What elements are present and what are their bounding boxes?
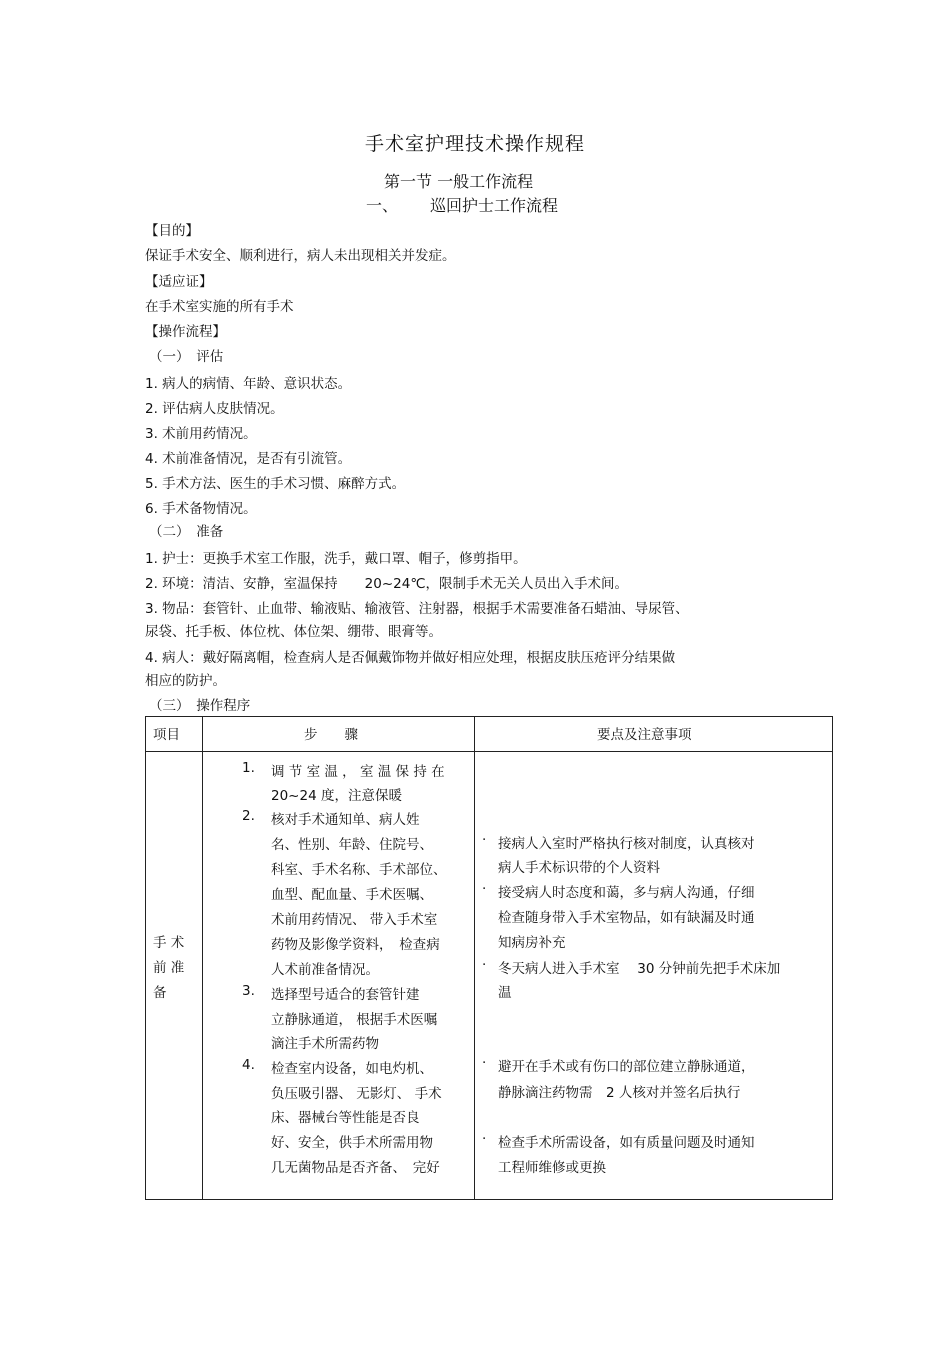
step-text: 检查室内设备，如电灼机、 <box>271 1061 433 1077</box>
preparation-item: 3. 物品：套管针、止血带、输液贴、输液管、注射器，根据手术需要准备石蜡油、导尿管、 <box>145 601 689 617</box>
assessment-item: 5. 手术方法、医生的手术习惯、麻醉方式。 <box>145 476 406 492</box>
step-text: 药物及影像学资料， 检查病 <box>271 937 440 953</box>
item-label: 前 准 <box>153 960 185 976</box>
table-divider <box>146 751 832 752</box>
step-text: 几无菌物品是否齐备、 完好 <box>271 1160 440 1176</box>
step-number: 1. <box>242 760 255 776</box>
table-header-item: 项目 <box>153 727 180 743</box>
subheading-preparation: （二） 准备 <box>149 524 224 540</box>
step-text: 20~24 度，注意保暖 <box>271 788 402 804</box>
indication-text: 在手术室实施的所有手术 <box>145 299 294 315</box>
assessment-item: 4. 术前准备情况，是否有引流管。 <box>145 451 352 467</box>
assessment-item: 1. 病人的病情、年龄、意识状态。 <box>145 376 352 392</box>
table-header-steps: 步 骤 <box>304 727 358 743</box>
procedure-table <box>145 716 833 1200</box>
assessment-item: 6. 手术备物情况。 <box>145 501 257 517</box>
step-text: 调 节 室 温 ， 室 温 保 持 在 <box>271 764 445 780</box>
bullet-dot: · <box>482 1055 487 1071</box>
note-text: 接病人入室时严格执行核对制度，认真核对 <box>498 836 755 852</box>
subheading-operation: （三） 操作程序 <box>149 698 251 714</box>
heading-indication: 【适应证】 <box>145 274 213 290</box>
section-heading: 第一节 一般工作流程 <box>384 172 534 191</box>
step-number: 4. <box>242 1057 255 1073</box>
subsection-number: 一、 <box>366 196 399 215</box>
step-text: 立静脉通道， 根据手术医嘱 <box>271 1012 438 1028</box>
step-text: 好、安全，供手术所需用物 <box>271 1135 433 1151</box>
step-text: 名、性别、年龄、住院号、 <box>271 837 433 853</box>
note-text: 接受病人时态度和蔼，多与病人沟通，仔细 <box>498 885 755 901</box>
step-number: 3. <box>242 983 255 999</box>
table-header-notes: 要点及注意事项 <box>597 727 692 743</box>
note-text: 病人手术标识带的个人资料 <box>498 860 660 876</box>
step-text: 血型、配血量、手术医嘱、 <box>271 887 433 903</box>
item-label: 手 术 <box>153 935 185 951</box>
step-text: 术前用药情况、 带入手术室 <box>271 912 438 928</box>
step-text: 核对手术通知单、病人姓 <box>271 812 420 828</box>
note-text: 冬天病人进入手术室 30 分钟前先把手术床加 <box>498 961 781 977</box>
step-text: 负压吸引器、 无影灯、 手术 <box>271 1086 442 1102</box>
note-text: 工程师维修或更换 <box>498 1160 606 1176</box>
subsection-title: 巡回护士工作流程 <box>430 196 559 215</box>
step-text: 床、器械台等性能是否良 <box>271 1110 420 1126</box>
note-text: 温 <box>498 985 512 1001</box>
preparation-item: 1. 护士：更换手术室工作服，洗手，戴口罩、帽子，修剪指甲。 <box>145 551 527 567</box>
item-label: 备 <box>153 985 167 1001</box>
note-text: 静脉滴注药物需 2 人核对并签名后执行 <box>498 1085 741 1101</box>
bullet-dot: · <box>482 832 487 848</box>
table-divider <box>474 717 475 1199</box>
preparation-item: 2. 环境：清洁、安静，室温保持 20~24℃，限制手术无关人员出入手术间。 <box>145 576 628 592</box>
bullet-dot: · <box>482 957 487 973</box>
subheading-assessment: （一） 评估 <box>149 349 224 365</box>
purpose-text: 保证手术安全、顺利进行，病人未出现相关并发症。 <box>145 248 456 264</box>
assessment-item: 2. 评估病人皮肤情况。 <box>145 401 284 417</box>
note-text: 知病房补充 <box>498 935 566 951</box>
step-text: 科室、手术名称、手术部位、 <box>271 862 447 878</box>
preparation-item-continued: 尿袋、托手板、体位枕、体位架、绷带、眼膏等。 <box>145 624 442 640</box>
preparation-item: 4. 病人：戴好隔离帽，检查病人是否佩戴饰物并做好相应处理，根据皮肤压疮评分结果做 <box>145 650 676 666</box>
assessment-item: 3. 术前用药情况。 <box>145 426 257 442</box>
bullet-dot: · <box>482 1131 487 1147</box>
step-text: 人术前准备情况。 <box>271 962 379 978</box>
preparation-item-continued: 相应的防护。 <box>145 673 226 689</box>
document-title: 手术室护理技术操作规程 <box>364 133 585 155</box>
heading-purpose: 【目的】 <box>145 223 199 239</box>
bullet-dot: · <box>482 881 487 897</box>
step-number: 2. <box>242 808 255 824</box>
heading-procedure: 【操作流程】 <box>145 324 226 340</box>
step-text: 选择型号适合的套管针建 <box>271 987 420 1003</box>
note-text: 检查手术所需设备，如有质量问题及时通知 <box>498 1135 755 1151</box>
table-divider <box>202 717 203 1199</box>
step-text: 滴注手术所需药物 <box>271 1036 379 1052</box>
subsection-heading <box>366 193 558 216</box>
note-text: 检查随身带入手术室物品，如有缺漏及时通 <box>498 910 755 926</box>
note-text: 避开在手术或有伤口的部位建立静脉通道， <box>498 1059 755 1075</box>
